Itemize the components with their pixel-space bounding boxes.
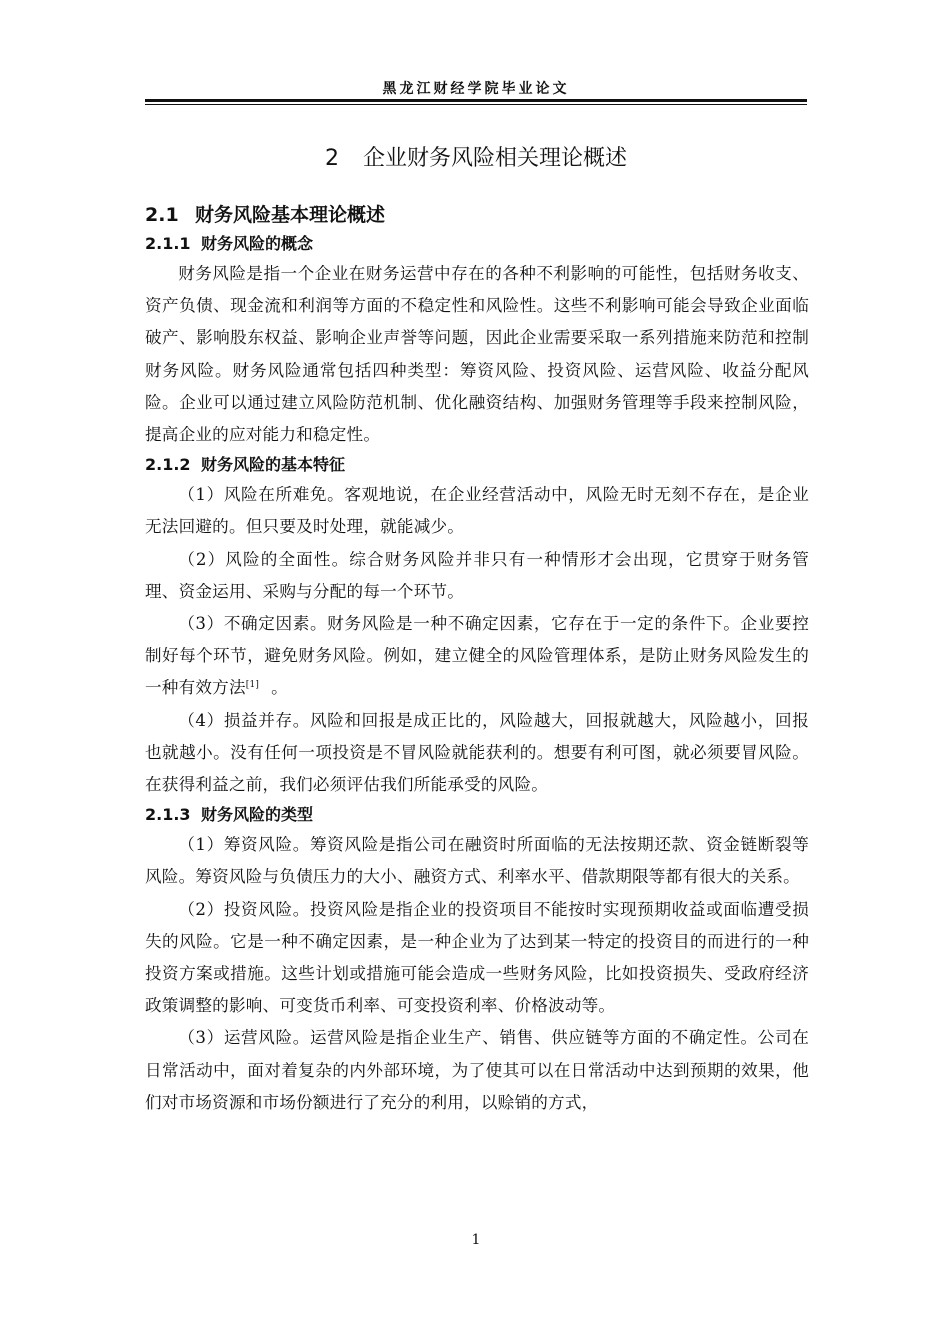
paragraph: （2）投资风险。投资风险是指企业的投资项目不能按时实现预期收益或面临遭受损失的风险。它是一种不确定因素，是一种企业为了达到某一特定的投资目的而进行的一种投资方案或措施。这些计划或措施可能会造成一些财务风险，比如投资损失、受政府经济政策调整的影响、可变货币利率、可变投资利率、价格波动等。 [145,899,809,1016]
section-heading [145,200,809,230]
section-number: 2.1 [145,204,179,226]
subsection-number: 2.1.3 [145,805,191,825]
paragraph-tail: 。 [271,678,288,698]
subsection-title: 财务风险的概念 [201,234,314,253]
running-header: 黑龙江财经学院毕业论文 [382,81,570,97]
page-number: 1 [471,1232,481,1248]
chapter-title: 企业财务风险相关理论概述 [362,146,627,171]
subsection-number: 2.1.1 [145,234,191,253]
subsection-heading [145,230,809,258]
paragraph-text: （3）不确定因素。财务风险是一种不确定因素，它存在于一定的条件下。企业要控制好每个环节，避免财务风险。例如，建立健全的风险管理体系，是防止财务风险发生的一种有效方法 [145,614,809,698]
paragraph [145,608,809,705]
paragraph: （1）风险在所难免。客观地说，在企业经营活动中，风险无时无刻不存在，是企业无法回避的。但只要及时处理，就能减少。 [145,485,809,537]
subsection-title: 财务风险的类型 [201,805,314,825]
section-title: 财务风险基本理论概述 [195,204,386,226]
chapter-heading [145,141,807,172]
paragraph: （4）损益并存。风险和回报是成正比的，风险越大，回报就越大，风险越小，回报也就越小。没有任何一项投资是不冒风险就能获利的。想要有利可图，就必须要冒风险。在获得利益之前，我们必须评估我们所能承受的风险。 [145,710,809,795]
paragraph: （1）筹资风险。筹资风险是指公司在融资时所面临的无法按期还款、资金链断裂等风险。筹资风险与负债压力的大小、融资方式、利率水平、借款期限等都有很大的关系。 [145,835,809,887]
subsection-heading [145,801,809,829]
chapter-number: 2 [324,146,339,171]
subsection-title: 财务风险的基本特征 [201,455,346,475]
paragraph: （3）运营风险。运营风险是指企业生产、销售、供应链等方面的不确定性。公司在日常活动中，面对着复杂的内外部环境，为了使其可以在日常活动中达到预期的效果，他们对市场资源和市场份额进行了充分的利用，以赊销的方式， [145,1028,809,1112]
citation-link[interactable]: [1] [245,679,260,690]
subsection-heading [145,451,809,479]
document-body [145,200,809,1119]
header-rule-thin [145,104,807,105]
paragraph: 财务风险是指一个企业在财务运营中存在的各种不利影响的可能性，包括财务收支、资产负债、现金流和利润等方面的不稳定性和风险性。这些不利影响可能会导致企业面临破产、影响股东权益、影响企业声誉等问题，因此企业需要采取一系列措施来防范和控制财务风险。财务风险通常包括四种类型：筹资风险、投资风险、运营风险、收益分配风险。企业可以通过建立风险防范机制、优化融资结构、加强财务管理等手段来控制风险，提高企业的应对能力和稳定性。 [145,264,809,445]
header-rule-thick [145,99,807,102]
subsection-number: 2.1.2 [145,455,191,475]
paragraph: （2）风险的全面性。综合财务风险并非只有一种情形才会出现，它贯穿于财务管理、资金运用、采购与分配的每一个环节。 [145,549,809,601]
